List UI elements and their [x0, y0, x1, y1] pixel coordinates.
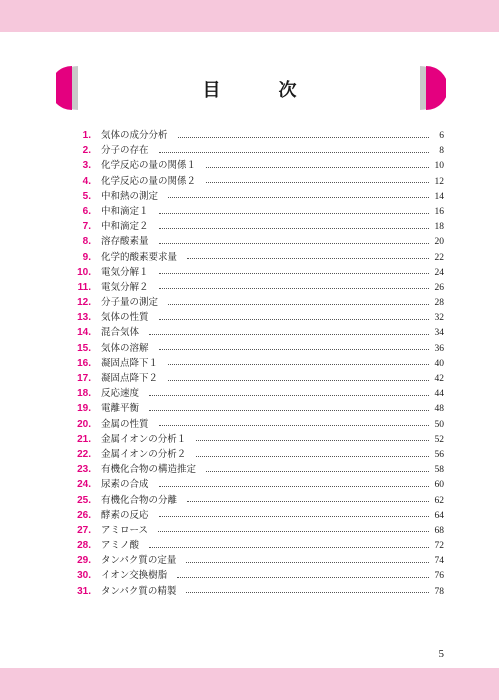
- toc-entry-title: 化学反応の量の関係２: [101, 175, 197, 187]
- toc-entry-page: 28: [434, 298, 444, 309]
- toc-dot-leader: [206, 470, 429, 472]
- toc-entry-page: 56: [434, 449, 444, 460]
- toc-entry[interactable]: [60, 280, 444, 295]
- toc-entry[interactable]: [60, 417, 444, 432]
- toc-entry-page: 16: [434, 206, 444, 217]
- toc-entry-title: 分子量の測定: [101, 297, 159, 309]
- toc-dot-leader: [168, 379, 429, 381]
- toc-entry-title: 金属イオンの分析１: [101, 433, 187, 445]
- toc-dot-leader: [187, 500, 429, 502]
- toc-entry[interactable]: [60, 234, 444, 249]
- toc-entry-number: 27.: [77, 524, 91, 536]
- toc-entry-page: 42: [434, 374, 444, 384]
- toc-entry-number: 17.: [77, 373, 91, 384]
- toc-entry-title: 凝固点降下２: [101, 373, 159, 384]
- toc-entry-number: 20.: [77, 418, 91, 430]
- toc-entry-title: アミノ酸: [101, 540, 140, 552]
- toc-entry-page: 74: [434, 556, 444, 567]
- toc-entry[interactable]: [60, 493, 444, 508]
- toc-entry-page: 36: [434, 343, 444, 354]
- toc-entry[interactable]: [60, 356, 444, 371]
- toc-entry-title: 化学的酸素要求量: [101, 251, 178, 263]
- toc-entry-page: 12: [434, 176, 444, 187]
- toc-entry-page: 20: [434, 237, 444, 248]
- toc-entry-page: 52: [434, 434, 444, 445]
- toc-entry-number: 4.: [82, 175, 91, 187]
- toc-entry[interactable]: [60, 204, 444, 219]
- toc-entry-page: 60: [434, 480, 444, 491]
- toc-entry-number: 5.: [82, 190, 91, 202]
- toc-entry-page: 10: [434, 161, 444, 172]
- toc-entry[interactable]: [60, 386, 444, 401]
- toc-entry-title: 中和滴定１: [101, 205, 149, 217]
- toc-dot-leader: [159, 227, 429, 229]
- toc-entry-number: 22.: [77, 448, 91, 460]
- toc-entry-page: 78: [434, 586, 444, 597]
- toc-entry[interactable]: [60, 462, 444, 477]
- toc-entry[interactable]: [60, 250, 444, 265]
- toc-entry[interactable]: [60, 265, 444, 280]
- toc-dot-leader: [206, 181, 429, 183]
- toc-dot-leader: [159, 424, 429, 426]
- toc-entry-page: 62: [434, 495, 444, 506]
- toc-dot-leader: [159, 287, 429, 289]
- toc-entry-page: 76: [434, 571, 444, 582]
- toc-entry-title: 気体の性質: [101, 312, 149, 324]
- toc-entry-title: 金属の性質: [101, 418, 149, 430]
- toc-entry-number: 2.: [82, 145, 91, 157]
- toc-entry-title: 溶存酸素量: [101, 236, 149, 248]
- toc-entry-title: 凝固点降下１: [101, 357, 159, 369]
- toc-dot-leader: [149, 394, 429, 396]
- toc-dot-leader: [159, 272, 429, 274]
- toc-entry[interactable]: [60, 325, 444, 340]
- toc-entry-number: 19.: [77, 403, 91, 415]
- toc-entry-number: 26.: [77, 509, 91, 521]
- page-title: 目 次: [202, 80, 317, 101]
- toc-entry-title: 中和滴定２: [101, 221, 149, 233]
- toc-entry-title: 金属イオンの分析２: [101, 448, 187, 460]
- toc-dot-leader: [196, 455, 429, 457]
- toc-entry-page: 40: [434, 358, 444, 369]
- toc-entry[interactable]: [60, 158, 444, 173]
- toc-dot-leader: [159, 242, 429, 244]
- toc-entry[interactable]: [60, 523, 444, 538]
- toc-entry-number: 21.: [77, 433, 91, 445]
- toc-entry-title: 中和熱の測定: [101, 190, 159, 202]
- toc-entry-title: 反応速度: [101, 388, 140, 400]
- toc-entry-title: 気体の成分分析: [101, 130, 168, 141]
- toc-entry[interactable]: [60, 174, 444, 189]
- toc-entry[interactable]: [60, 568, 444, 583]
- toc-entry-page: 44: [434, 389, 444, 400]
- toc-entry-page: 72: [434, 541, 444, 552]
- toc-entry-number: 7.: [82, 221, 91, 233]
- toc-entry-page: 48: [434, 404, 444, 415]
- toc-entry-number: 28.: [77, 540, 91, 552]
- toc-dot-leader: [178, 136, 429, 138]
- toc-entry-title: 混合気体: [101, 327, 140, 339]
- toc-dot-leader: [206, 166, 429, 168]
- toc-entry[interactable]: [60, 341, 444, 356]
- toc-entry[interactable]: [60, 143, 444, 158]
- toc-entry-number: 10.: [77, 266, 91, 278]
- toc-entry-title: 化学反応の量の関係１: [101, 160, 197, 172]
- toc-entry-page: 58: [434, 465, 444, 476]
- toc-entry-title: イオン交換樹脂: [101, 570, 168, 582]
- toc-entry-page: 50: [434, 419, 444, 430]
- toc-entry[interactable]: [60, 295, 444, 310]
- page-number: 5: [438, 648, 444, 660]
- toc-entry[interactable]: [60, 447, 444, 462]
- toc-entry-title: 電気分解２: [101, 281, 149, 293]
- toc-entry-number: 1.: [82, 130, 91, 141]
- toc-dot-leader: [187, 257, 429, 259]
- toc-entry[interactable]: [60, 128, 444, 143]
- toc-entry-number: 16.: [77, 357, 91, 369]
- toc-entry-number: 23.: [77, 464, 91, 476]
- toc-entry[interactable]: [60, 310, 444, 325]
- toc-entry-page: 18: [434, 222, 444, 233]
- toc-entry-number: 30.: [77, 570, 91, 582]
- toc-entry-number: 25.: [77, 494, 91, 506]
- toc-entry-number: 12.: [77, 297, 91, 309]
- toc-dot-leader: [159, 212, 429, 214]
- toc-entry-page: 6: [439, 131, 444, 141]
- toc-entry-number: 11.: [77, 281, 91, 293]
- toc-entry-number: 24.: [77, 479, 91, 491]
- toc-entry[interactable]: [60, 219, 444, 234]
- toc-entry-title: 有機化合物の構造推定: [101, 464, 197, 476]
- toc-entry[interactable]: [60, 189, 444, 204]
- toc-dot-leader: [158, 530, 429, 532]
- toc-entry[interactable]: [60, 477, 444, 492]
- toc-entry-page: 24: [434, 267, 444, 278]
- toc-entry-page: 68: [434, 525, 444, 536]
- toc-dot-leader: [149, 409, 429, 411]
- toc-entry-title: 有機化合物の分離: [101, 494, 178, 506]
- toc-entry-title: 気体の溶解: [101, 342, 149, 354]
- toc-dot-leader: [186, 561, 429, 563]
- toc-entry-page: 34: [434, 328, 444, 339]
- toc-entry-number: 15.: [77, 342, 91, 354]
- top-pink-band: [0, 0, 499, 32]
- table-of-contents: [60, 128, 444, 599]
- toc-entry-title: アミロース: [101, 524, 149, 536]
- toc-entry-title: 分子の存在: [101, 145, 149, 157]
- toc-entry-number: 3.: [82, 160, 91, 172]
- toc-entry-page: 22: [434, 252, 444, 263]
- toc-entry-title: タンパク質の精製: [101, 585, 177, 597]
- toc-dot-leader: [159, 515, 429, 517]
- toc-entry-title: 酵素の反応: [101, 509, 149, 521]
- toc-entry[interactable]: [60, 584, 444, 599]
- toc-dot-leader: [186, 591, 429, 593]
- toc-entry-page: 8: [439, 146, 444, 157]
- toc-entry[interactable]: [60, 401, 444, 416]
- bottom-pink-band: [0, 668, 499, 700]
- toc-entry-page: 26: [434, 282, 444, 293]
- toc-entry[interactable]: [60, 508, 444, 523]
- toc-entry[interactable]: [60, 432, 444, 447]
- toc-entry-page: 64: [434, 510, 444, 521]
- toc-dot-leader: [168, 363, 429, 365]
- toc-entry-title: タンパク質の定量: [101, 555, 177, 567]
- toc-entry-number: 14.: [77, 327, 91, 339]
- toc-entry-number: 6.: [82, 205, 91, 217]
- toc-dot-leader: [168, 196, 429, 198]
- toc-entry-title: 電気分解１: [101, 266, 149, 278]
- toc-entry-number: 13.: [77, 312, 91, 324]
- toc-entry-title: 電離平衡: [101, 403, 140, 415]
- toc-dot-leader: [196, 439, 429, 441]
- toc-entry-page: 14: [434, 191, 444, 202]
- toc-dot-leader: [149, 333, 429, 335]
- toc-dot-leader: [177, 576, 429, 578]
- toc-entry-number: 8.: [82, 236, 91, 248]
- toc-dot-leader: [159, 318, 429, 320]
- toc-dot-leader: [159, 485, 429, 487]
- toc-entry-number: 9.: [82, 251, 91, 263]
- toc-entry[interactable]: [60, 553, 444, 568]
- toc-dot-leader: [159, 348, 429, 350]
- right-title-ornament: [406, 64, 446, 112]
- toc-entry[interactable]: [60, 538, 444, 553]
- toc-entry-page: 32: [434, 313, 444, 324]
- toc-entry-title: 尿素の合成: [101, 479, 149, 491]
- toc-entry-number: 18.: [77, 388, 91, 400]
- toc-dot-leader: [159, 151, 429, 153]
- toc-dot-leader: [149, 546, 429, 548]
- toc-dot-leader: [168, 303, 429, 305]
- toc-entry[interactable]: [60, 371, 444, 386]
- toc-entry-number: 31.: [77, 585, 91, 597]
- toc-entry-number: 29.: [77, 555, 91, 567]
